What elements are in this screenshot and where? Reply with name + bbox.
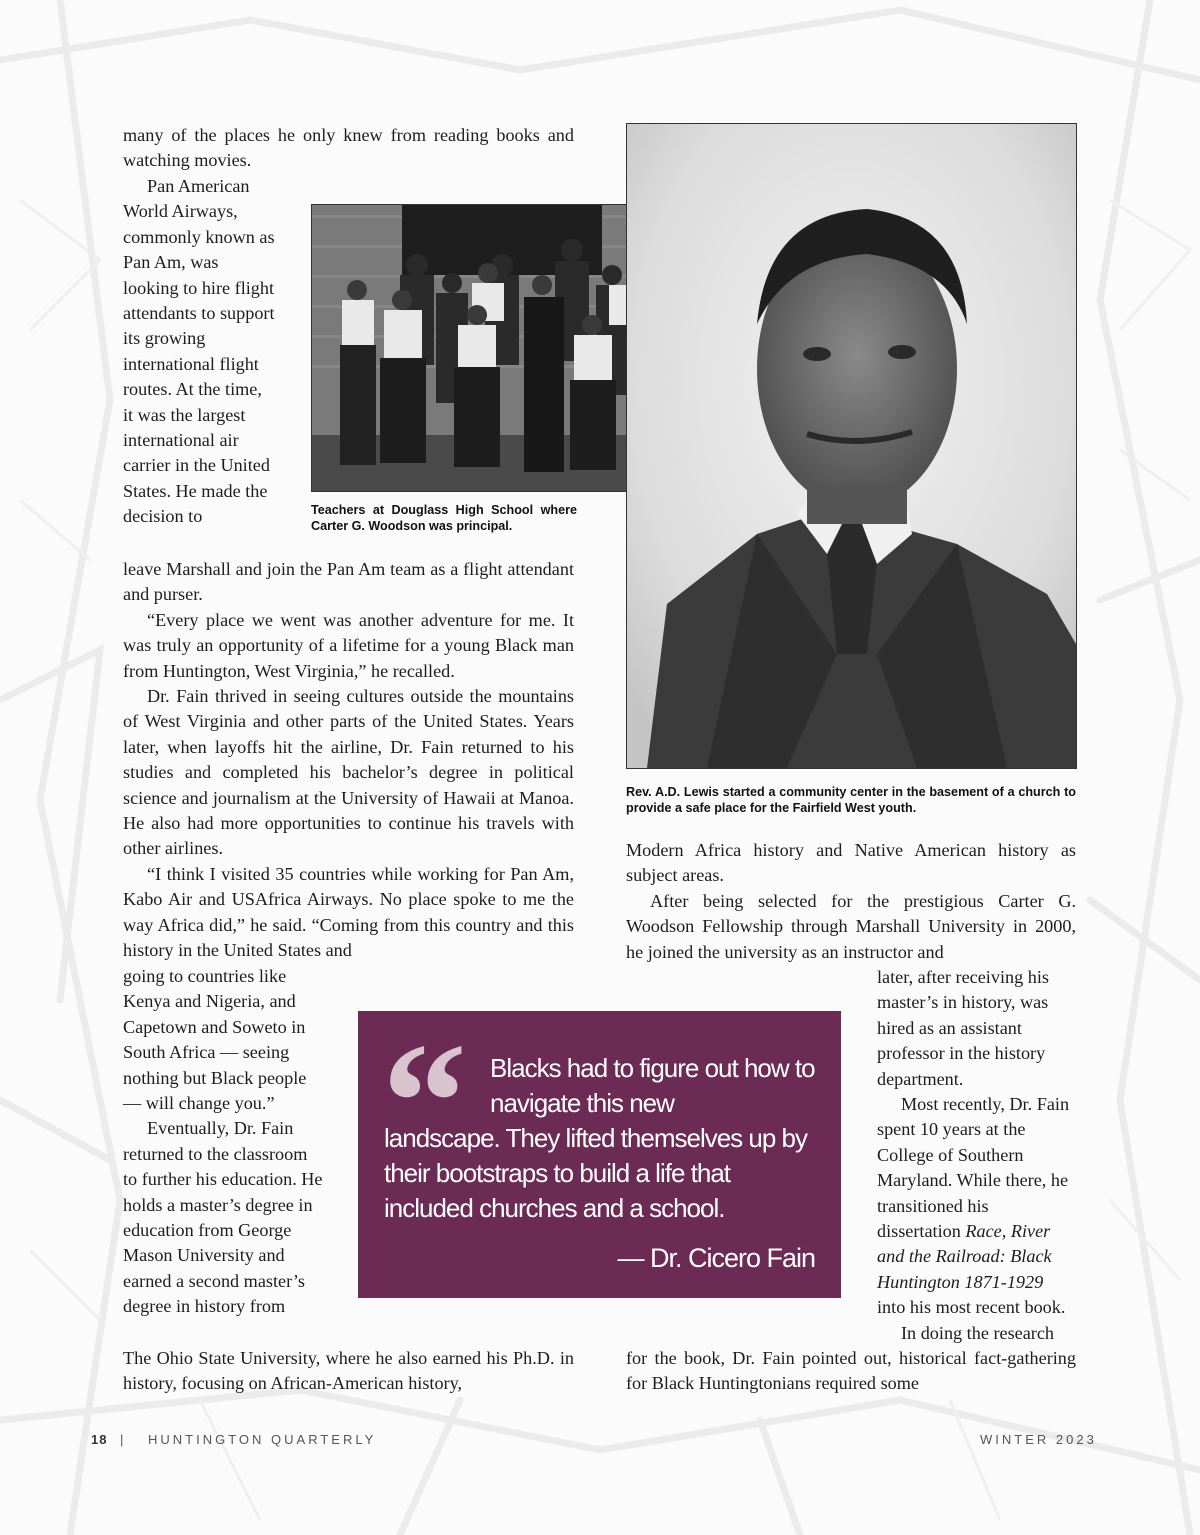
paragraph-pan-am-end: leave Marshall and join the Pan Am team as a flight attendant and purser.: [123, 559, 574, 605]
teachers-caption: Teachers at Douglass High School where Carter G. Woodson was principal.: [311, 503, 577, 533]
right-column-wrap: [877, 965, 1076, 1346]
left-column-cont-2: [123, 1346, 574, 1397]
footer-separator: |: [120, 1432, 124, 1447]
left-column: [123, 123, 574, 174]
paragraph-quote-adventure: “Every place we went was another adventure for me. It was truly an opportunity of a lifetime for a young Black man from Huntington, West Virginia,” he recalled.: [123, 609, 574, 681]
left-column-cont-1: [123, 557, 574, 964]
dissertation-title: Race, River and the Railroad: Black Huntington 1871-1929: [877, 1221, 1052, 1292]
paragraph-35-countries: “I think I visited 35 countries while working for Pan Am, Kabo Air and USAfrica Airways. No place spoke to me the way Africa did,” he said. “Coming from this country and this history in the United States and: [123, 863, 574, 961]
pull-quote-line1: Blacks had to figure out how to navigate this new: [490, 1053, 815, 1118]
paragraph-pan-am: Pan American World Airways, commonly known as Pan Am, was looking to hire flight attendants to support its growing international flight routes. At the time, it was the largest international air carrier in the United States. He made the decision to: [123, 176, 275, 527]
paragraph-fellowship: After being selected for the prestigious Carter G. Woodson Fellowship through Marshall University in 2000, he joined the university as an instructor and: [626, 890, 1076, 962]
paragraph-southern-maryland: [877, 1092, 1076, 1321]
portrait-photo: [626, 123, 1077, 769]
paragraph-modern-africa: Modern Africa history and Native American history as subject areas.: [626, 840, 1076, 886]
dissertation-text-a: Most recently, Dr. Fain spent 10 years at the College of Southern Maryland. While there, he transitioned his dissertation: [877, 1094, 1070, 1242]
pull-quote-attribution: — Dr. Cicero Fain: [617, 1243, 815, 1273]
paragraph-intro: many of the places he only knew from reading books and watching movies.: [123, 125, 574, 171]
paragraph-ohio-state: The Ohio State University, where he also earned his Ph.D. in history, focusing on African-American history,: [123, 1348, 574, 1394]
pull-quote: [358, 1008, 841, 1298]
paragraph-thrived: Dr. Fain thrived in seeing cultures outside the mountains of West Virginia and other parts of the United States. Years later, when layoffs hit the airline, Dr. Fain returned to his studies and completed his bachelor’s degree in political science and journalism at the University of Hawaii at Manoa. He also had more opportunities to continue his travels with other airlines.: [123, 686, 574, 859]
paragraph-education: Eventually, Dr. Fain returned to the classroom to further his education. He holds a master’s degree in education from George Mason University and earned a second master’s degree in history from: [123, 1118, 323, 1317]
footer-publication: HUNTINGTON QUARTERLY: [148, 1432, 377, 1447]
right-column-cont: [626, 1346, 1076, 1397]
right-column: [626, 838, 1076, 965]
paragraph-africa: going to countries like Kenya and Nigeria, and Capetown and Soweto in South Africa — seeing nothing but Black people — will change you.”: [123, 966, 307, 1114]
portrait-caption: Rev. A.D. Lewis started a community center in the basement of a church to provide a safe place for the Fairfield West youth.: [626, 785, 1076, 815]
left-column-wrap-1: [123, 174, 275, 530]
footer-issue: WINTER 2023: [980, 1432, 1097, 1447]
paragraph-research: for the book, Dr. Fain pointed out, historical fact-gathering for Black Huntingtonians required some: [626, 1348, 1076, 1394]
pull-quote-rest: landscape. They lifted themselves up by their bootstraps to build a life that included churches and a school.: [384, 1123, 808, 1223]
left-column-wrap-2: [123, 964, 323, 1320]
dissertation-text-b: into his most recent book.: [877, 1297, 1066, 1318]
quote-mark-icon: “: [382, 1008, 467, 1196]
paragraph-research-start: In doing the research: [901, 1322, 1055, 1343]
pull-quote-text: [384, 1051, 824, 1226]
footer-page-number: 18: [91, 1432, 108, 1447]
paragraph-assistant-professor: later, after receiving his master’s in history, was hired as an assistant professor in the history department.: [877, 967, 1049, 1089]
